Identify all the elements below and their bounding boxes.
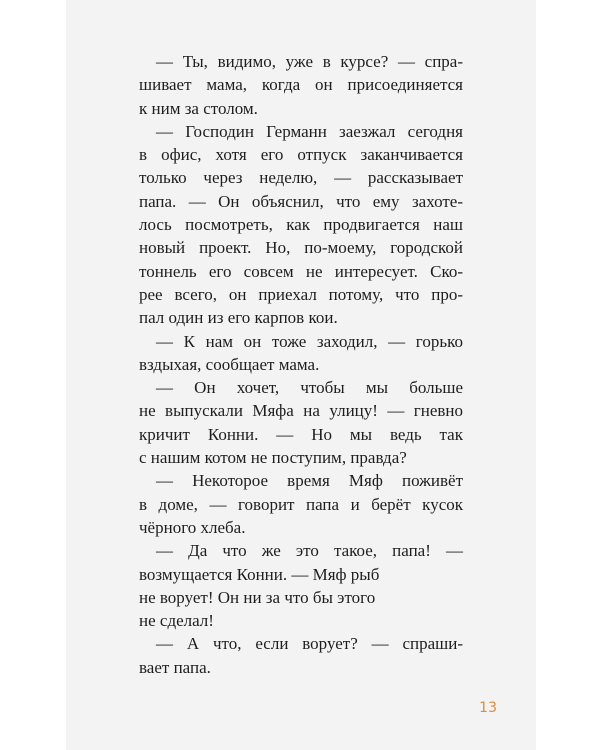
text-line: — А что, если ворует? — спраши- <box>156 634 463 654</box>
text-line: — Он хочет, чтобы мы больше <box>156 378 463 398</box>
text-line: не выпускали Мяфа на улицу! — гневно <box>139 401 463 421</box>
page-text <box>139 50 463 679</box>
text-line: тоннель его совсем не интересует. Ско- <box>139 261 463 281</box>
text-line: — Да что же это такое, папа! — <box>156 541 463 561</box>
text-line: чёрного хлеба. <box>139 517 246 537</box>
book-page <box>66 0 536 750</box>
text-line: вздыхая, сообщает мама. <box>139 354 320 374</box>
text-line: с нашим котом не поступим, правда? <box>139 448 407 468</box>
text-line: — К нам он тоже заходил, — горько <box>156 331 463 351</box>
text-line: в офис, хотя его отпуск заканчивается <box>139 145 463 165</box>
text-line: — Ты, видимо, уже в курсе? — спра- <box>156 52 463 71</box>
text-line: шивает мама, когда он присоединяется <box>139 75 463 95</box>
text-line: лось посмотреть, как продвигается наш <box>139 215 463 235</box>
page-number: 13 <box>479 700 497 716</box>
text-line: — Господин Германн заезжал сегодня <box>156 121 463 141</box>
text-line: кричит Конни. — Но мы ведь так <box>139 424 463 444</box>
text-line: — Некоторое время Мяф поживёт <box>156 471 463 491</box>
text-line: только через неделю, — рассказывает <box>139 168 463 188</box>
text-line: возмущается Конни. — Мяф рыб <box>139 564 380 584</box>
text-line: к ним за столом. <box>139 98 258 118</box>
text-line: новый проект. Но, по-моему, городской <box>139 238 463 258</box>
text-line: папа. — Он объяснил, что ему захоте- <box>139 191 463 211</box>
text-line: не сделал! <box>139 611 214 631</box>
text-line: пал один из его карпов кои. <box>139 308 338 328</box>
text-line: вает папа. <box>139 657 211 677</box>
text-line: в доме, — говорит папа и берёт кусок <box>139 494 463 514</box>
text-line: рее всего, он приехал потому, что про- <box>139 284 463 304</box>
text-line: не ворует! Он ни за что бы этого <box>139 587 376 607</box>
